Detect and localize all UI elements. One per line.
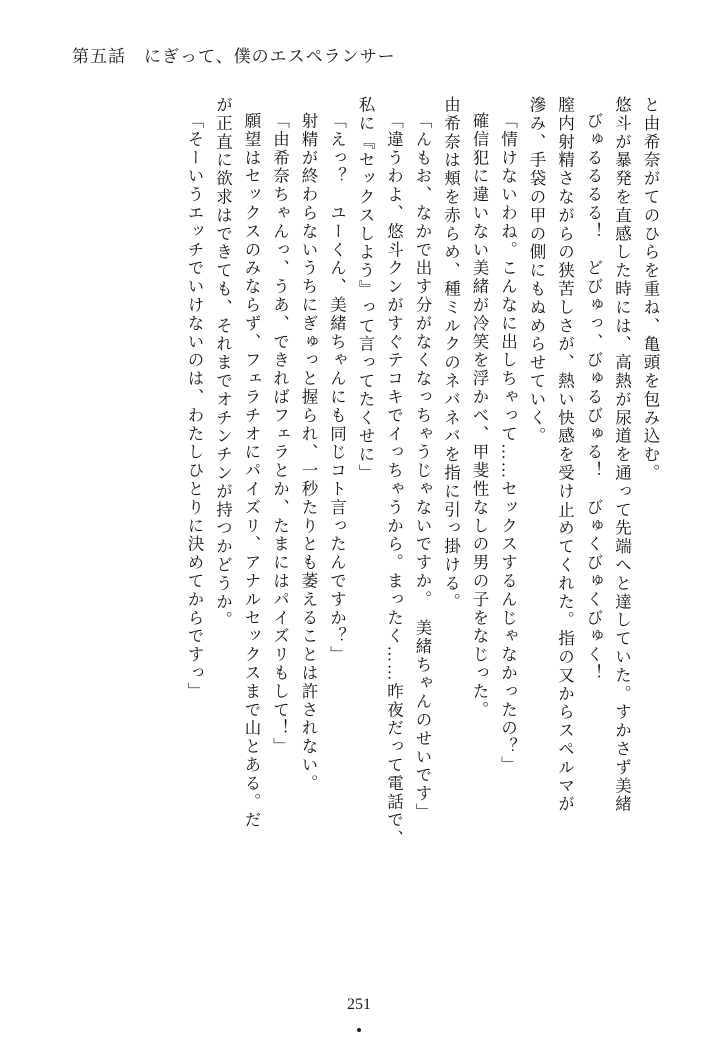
text-column: 膣内射精さながらの狭苦しさが、熱い快感を受け止めてくれた。指の又からスペルマが — [555, 96, 575, 814]
text-column: 確信犯に違いない美緒が冷笑を浮かべ、甲斐性なしの男の子をなじった。 — [470, 112, 489, 720]
text-column: 由希奈は頬を赤らめ、種ミルクのネバネバを指に引っ掛ける。 — [441, 96, 461, 612]
footer-dot-icon — [357, 1028, 361, 1032]
text-column: 「情けないわね。こんなに出しちゃって……セックスするんじゃなかったの？」 — [498, 112, 518, 775]
text-column: 「そーいうエッチでいけないのは、わたしひとりに決めてからですっ」 — [185, 112, 204, 701]
body-text — [72, 96, 658, 976]
text-column: 滲み、手袋の甲の側にもぬめらせていく。 — [527, 96, 546, 446]
text-column: 射精が終わらないうちにぎゅっと握られ、一秒たりとも萎えることは許されない。 — [299, 112, 318, 793]
text-column: と由希奈がてのひらを重ね、亀頭を包み込む。 — [641, 96, 660, 483]
text-column: が正直に欲求はできても、それまでオチンチンが持つかどうか。 — [213, 96, 233, 630]
chapter-number: 第五話 — [72, 47, 126, 66]
text-column: 「由希奈ちゃんっ、うあ、できればフェラとか、たまにはパイズリもして！」 — [270, 112, 290, 756]
running-header — [72, 42, 396, 67]
chapter-title: にぎって、僕のエスペランサー — [144, 47, 396, 66]
text-column: 私に『セックスしよう』って言ってたくせに」 — [356, 96, 375, 483]
text-column: 「違うわよ、悠斗クンがすぐテコキでイっちゃうから。まったく……昨夜だって電話で、 — [384, 112, 404, 848]
text-column: 悠斗が暴発を直感した時には、高熱が尿道を通って先端へと達していた。すかさず美緒 — [612, 96, 632, 814]
text-column: 「えっ？ ユーくん、美緒ちゃんにも同じコト言ったんですか？」 — [327, 112, 347, 664]
text-column: びゅるるるる！ どびゅっ、びゅるびゅる！ びゅくびゅくびゅく！ — [584, 112, 603, 683]
text-column: 「んもお、なかで出す分がなくなっちゃうじゃないですか。 美緒ちゃんのせいです」 — [413, 112, 432, 822]
text-column: 願望はセックスのみならず、フェラチオにパイズリ、アナルセックスまで山とある。だ — [242, 112, 261, 830]
page-number: 251 — [347, 996, 371, 1013]
